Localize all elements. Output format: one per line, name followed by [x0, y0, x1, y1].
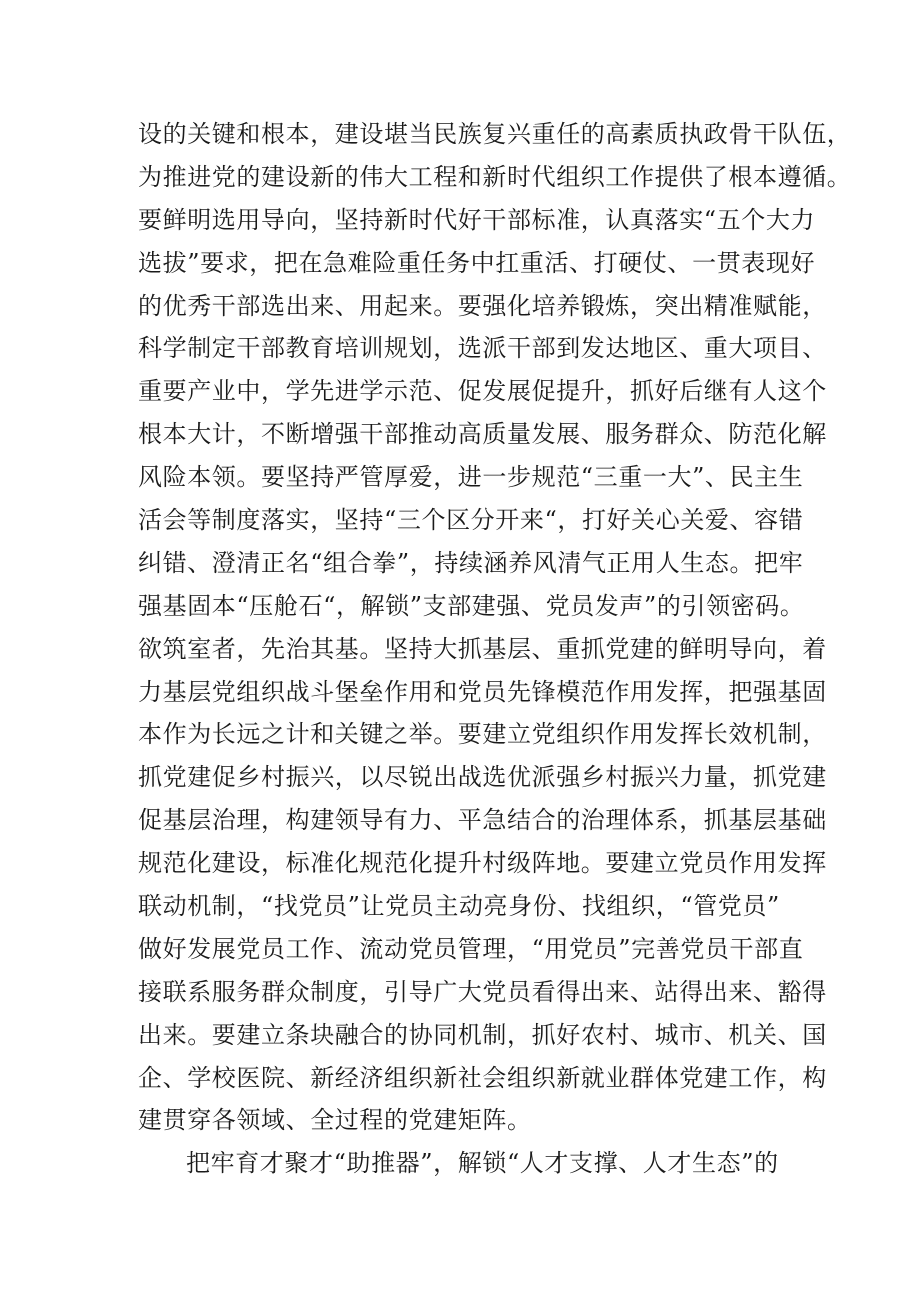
- text-line: 为推进党的建设新的伟大工程和新时代组织工作提供了根本遵循。: [138, 162, 852, 191]
- text-line: 欲筑室者，先治其基。坚持大抓基层、重抓党建的鲜明导向，着: [138, 634, 827, 663]
- text-line: 力基层党组织战斗堡垒作用和党员先锋模范作用发挥，把强基固: [138, 677, 827, 706]
- text-line: 纠错、澄清正名“组合拳”，持续涵养风清气正用人生态。把牢: [138, 548, 804, 577]
- text-line: 活会等制度落实，坚持“三个区分开来“，打好关心关爱、容错: [138, 506, 804, 535]
- text-line: 选拔”要求，把在急难险重任务中扛重活、打硬仗、一贯表现好: [138, 248, 816, 277]
- text-line: 促基层治理，构建领导有力、平急结合的治理体系，抓基层基础: [138, 806, 827, 835]
- body-text: [138, 113, 852, 1185]
- text-line: 设的关键和根本，建设堪当民族复兴重任的高素质执政骨干队伍，: [138, 120, 852, 148]
- text-line: 出来。要建立条块融合的协同机制，抓好农村、城市、机关、国: [138, 1020, 827, 1049]
- text-line: 接联系服务群众制度，引导广大党员看得出来、站得出来、豁得: [138, 977, 827, 1006]
- text-line: 本作为长远之计和关键之举。要建立党组织作用发挥长效机制，: [138, 720, 827, 749]
- text-line: 做好发展党员工作、流动党员管理，“用党员”完善党员干部直: [138, 934, 804, 963]
- text-line: 规范化建设，标准化规范化提升村级阵地。要建立党员作用发挥: [138, 849, 827, 878]
- text-line: 要鲜明选用导向，坚持新时代好干部标准，认真落实“五个大力: [138, 205, 816, 234]
- text-line: 根本大计，不断增强干部推动高质量发展、服务群众、防范化解: [138, 420, 827, 449]
- text-line: 建贯穿各领域、全过程的党建矩阵。: [138, 1106, 532, 1135]
- text-line: 重要产业中，学先进学示范、促发展促提升，抓好后继有人这个: [138, 377, 827, 406]
- paragraph-start-line: 把牢育才聚才“助推器”，解锁“人才支撑、人才生态”的: [186, 1149, 779, 1178]
- text-line: 的优秀干部选出来、用起来。要强化培养锻炼，突出精准赋能，: [138, 291, 827, 320]
- text-line: 强基固本“压舱石“，解锁”支部建强、党员发声”的引领密码。: [138, 591, 805, 620]
- text-line: 科学制定干部教育培训规划，选派干部到发达地区、重大项目、: [138, 334, 827, 363]
- text-line: 风险本领。要坚持严管厚爱，进一步规范“三重一大”、民主生: [138, 463, 804, 492]
- text-line: 企、学校医院、新经济组织新社会组织新就业群体党建工作，构: [138, 1063, 827, 1092]
- text-line: 联动机制，“找党员”让党员主动亮身份、找组织，“管党员”: [138, 892, 780, 921]
- text-line: 抓党建促乡村振兴，以尽锐出战选优派强乡村振兴力量，抓党建: [138, 763, 827, 792]
